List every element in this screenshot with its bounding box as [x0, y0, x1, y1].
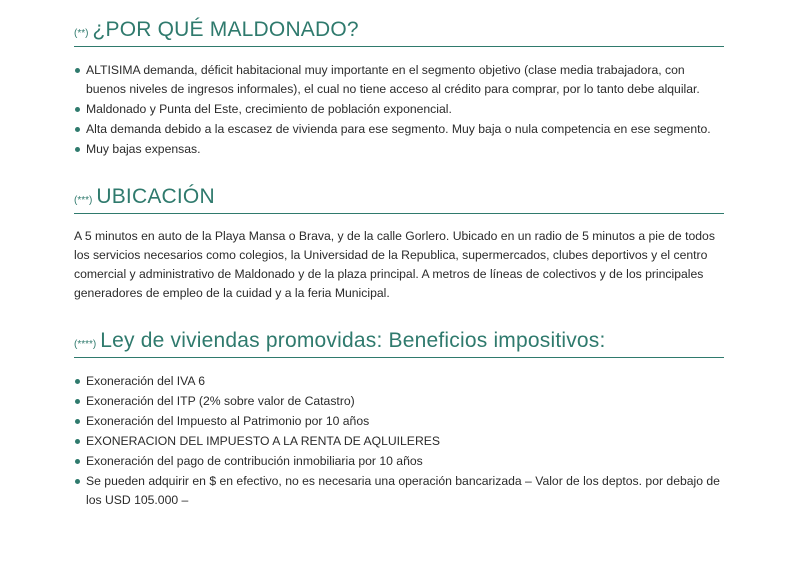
section-title: ¿POR QUÉ MALDONADO? [92, 18, 359, 41]
bullet-list [74, 61, 724, 159]
footnote-mark: (***) [74, 195, 93, 206]
list-item: EXONERACION DEL IMPUESTO A LA RENTA DE AQLUILERES [74, 432, 724, 451]
section-title: UBICACIÓN [96, 185, 215, 208]
location-paragraph: A 5 minutos en auto de la Playa Mansa o Brava, y de la calle Gorlero. Ubicado en un radio de 5 minutos a pie de todos los servicios necesarios como colegios, la Universidad de la Republica, supermercados, clubes deportivos y el centro comercial y administrativo de Maldonado y de la plaza principal. A metros de líneas de colectivos y de los principales generadores de empleo de la cuidad y a la feria Municipal. [74, 229, 715, 300]
list-item: Exoneración del ITP (2% sobre valor de Catastro) [74, 392, 724, 411]
document-page [74, 0, 724, 511]
footnote-mark: (****) [74, 339, 97, 350]
section-heading-ubicacion [74, 185, 724, 214]
section-title: Ley de viviendas promovidas: Beneficios impositivos: [100, 329, 606, 352]
list-item: Se pueden adquirir en $ en efectivo, no es necesaria una operación bancarizada – Valor de los deptos. por debajo de los USD 105.000 – [74, 472, 724, 510]
list-item: Alta demanda debido a la escasez de vivienda para ese segmento. Muy baja o nula competencia en ese segmento. [74, 120, 724, 139]
list-item: Exoneración del pago de contribución inmobiliaria por 10 años [74, 452, 724, 471]
list-item: Exoneración del IVA 6 [74, 372, 724, 391]
section-heading-por-que-maldonado [74, 18, 724, 47]
list-item: ALTISIMA demanda, déficit habitacional muy importante en el segmento objetivo (clase media trabajadora, con buenos niveles de ingresos informales), el cual no tiene acceso al crédito para comprar, por lo tanto debe alquilar. [74, 61, 724, 99]
list-item: Exoneración del Impuesto al Patrimonio por 10 años [74, 412, 724, 431]
bullet-list [74, 372, 724, 510]
list-item: Muy bajas expensas. [74, 140, 724, 159]
footnote-mark: (**) [74, 28, 89, 39]
section-heading-ley-viviendas [74, 329, 724, 358]
list-item: Maldonado y Punta del Este, crecimiento de población exponencial. [74, 100, 724, 119]
